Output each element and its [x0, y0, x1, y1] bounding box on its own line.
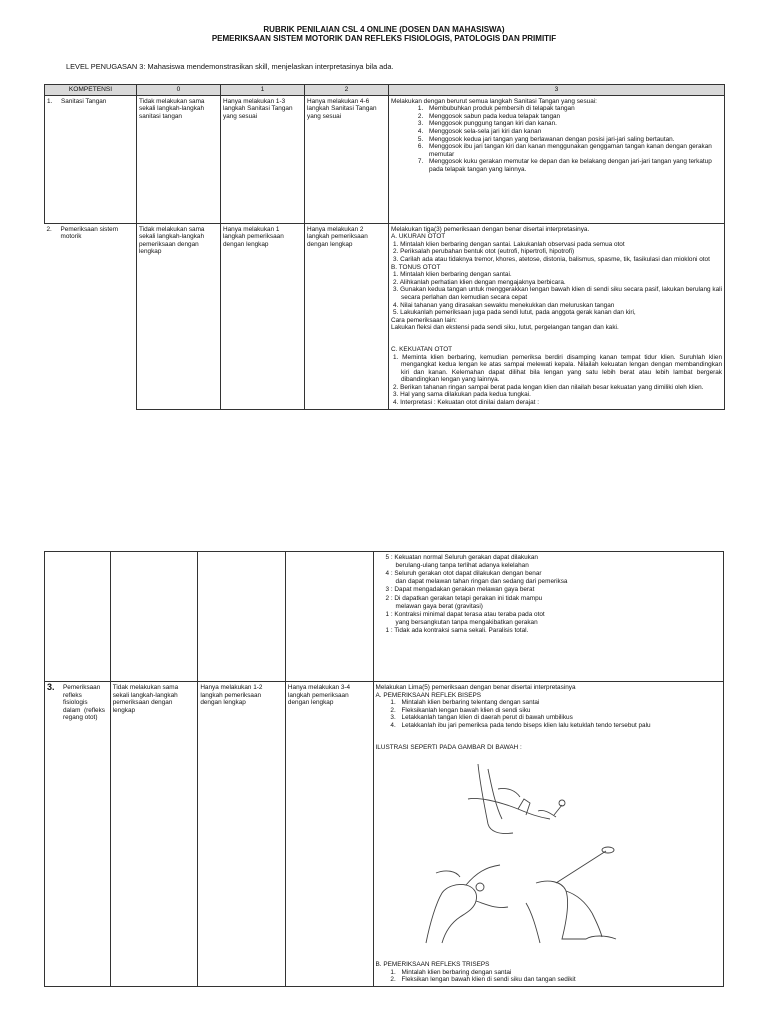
section-a-title: A. UKURAN OTOT — [391, 233, 446, 241]
refleks-intro: Melakukan Lima(5) pemeriksaan dengan benar disertai interpretasinya — [375, 684, 576, 691]
score-3-cell — [389, 223, 725, 409]
section-c-list — [391, 354, 722, 407]
score-0-cell: Tidak melakukan sama sekali langkah-langkah pemeriksaan dengan lengkap — [137, 223, 221, 409]
row-number: 3. — [47, 682, 55, 692]
header-score-2: 2 — [305, 85, 389, 96]
ilustrasi-caption: ILUSTRASI SEPERTI PADA GAMBAR DI BAWAH : — [375, 743, 522, 751]
cara-text: Lakukan fleksi dan ekstensi pada sendi siku, lutut, pergelangan tangan dan kaki. — [391, 324, 619, 332]
score-2-cell — [285, 552, 373, 682]
score-3-cell — [389, 95, 725, 223]
list-item: 1. Mintalah klien berbaring dengan santai. Lakukanlah observasi pada semua otot — [393, 240, 625, 248]
table-row — [45, 223, 725, 409]
kompetensi-label: Pemeriksaan sistem motorik — [60, 225, 119, 241]
list-item: 1. Mintalah klien berbaring dengan santai — [398, 969, 721, 977]
list-item: 7. Menggosok kuku gerakan memutar ke depan dan ke belakang dengan jari-jari tangan yang terkatup pada telapak tangan yang lainnya. — [425, 158, 722, 173]
list-item: 1. Membubuhkan produk pembersih di telapak tangan — [425, 105, 722, 113]
list-item: 2. Fleksikanlah lengan bawah klien di sendi siku — [398, 707, 721, 715]
kompetensi-label: Sanitasi Tangan — [61, 97, 107, 105]
list-item: 1. Meminta klien berbaring, kemudian pemeriksa berdiri disamping kanan tempat tidur klien. Suruhlah klien mengangkat kedua lengan ke atas sampai melewati kepala. Nilailah kekuatan lengan dengan membandingkan kiri dan kanan. Kelemahan dapat dilihat bila lengan yang satu lebih berat atau lebih lambat bergerak dibandingkan lengan yang lainnya. — [393, 353, 722, 384]
list-item — [386, 586, 721, 594]
header-score-0: 0 — [137, 85, 221, 96]
score-3-cell — [373, 552, 723, 682]
list-item: 2. Fleksikan lengan bawah klien di sendi siku dan tangan sedikit — [398, 976, 721, 984]
score-2-cell: Hanya melakukan 2 langkah pemeriksaan dengan lengkap — [305, 223, 389, 409]
list-item: 4. Menggosok sela-sela jari kiri dan kanan — [425, 128, 722, 136]
list-item — [386, 595, 721, 610]
score-head: 5 : Kekuatan normal Seluruh gerakan dapat dilakukan — [385, 554, 538, 561]
list-item: 5. Menggosok kedua jari tangan yang berlawanan dengan posisi jari-jari saling bertautan. — [425, 136, 722, 144]
row-number: 2. — [46, 225, 52, 233]
score-0-cell — [110, 552, 198, 682]
kompetensi-cell — [45, 552, 111, 682]
score-1-cell: Hanya melakukan 1-3 langkah Sanitasi Tangan yang sesuai — [221, 95, 305, 223]
header-kompetensi: KOMPETENSI — [45, 85, 137, 96]
score-desc: berulang-ulang tanpa terlihat adanya kelelahan — [395, 561, 529, 569]
kompetensi-cell — [45, 95, 137, 223]
header-row — [45, 85, 725, 96]
score-1-cell: Hanya melakukan 1-2 langkah pemeriksaan dengan lengkap — [198, 682, 286, 987]
document-title-line1: RUBRIK PENILAIAN CSL 4 ONLINE (DOSEN DAN MAHASISWA) — [263, 25, 505, 34]
list-item: 5. Lakukanlah pemeriksaan juga pada sendi lutut, pada anggota gerak kanan dan kiri, — [393, 309, 636, 317]
list-item: 4. Letakkanlah ibu jari pemeriksa pada tendo biseps klien lalu ketuklah tendo tersebut palu — [398, 722, 721, 730]
score-head: 2 : Di dapatkan gerakan tetapi gerakan ini tidak mampu — [385, 594, 543, 602]
list-item: 2. Berikan tahanan ringan sampai berat pada lengan klien dan nilailah besar kekuatan yang dimiliki oleh klien. — [393, 383, 704, 391]
list-item: 3. Carilah ada atau tidaknya tremor, khores, atetose, distonia, balismus, spasme, tik, fasikulasi dan miokloni otot — [393, 255, 710, 263]
rubric-table-page2 — [44, 551, 724, 987]
score-1-cell: Hanya melakukan 1 langkah pemeriksaan dengan lengkap — [221, 223, 305, 409]
list-item: 2. Menggosok sabun pada kedua telapak tangan — [425, 113, 722, 121]
rubric-table-page1 — [44, 84, 725, 410]
score-3-cell — [373, 682, 723, 987]
section-a-title: A. PEMERIKSAAN REFLEK BISEPS — [375, 691, 482, 699]
score-head: 3 : Dapat mengadakan gerakan melawan gaya berat — [385, 586, 535, 594]
list-item: 3. Gunakan kedua tangan untuk menggerakkan lengan bawah klien di sendi siku secara pasif, lakukan berulang kali secara perlahan dan kemudian secara cepat — [393, 286, 722, 301]
score-desc: yang bersangkutan tanpa mengakibatkan gerakan — [395, 618, 538, 626]
biceps-steps — [376, 699, 721, 729]
section-b-title: B. TONUS OTOT — [391, 263, 441, 271]
score-0-cell: Tidak melakukan sama sekali langkah-langkah sanitasi tangan — [137, 95, 221, 223]
handwash-steps — [391, 105, 722, 173]
score-desc: dan dapat melawan tahan ringan dan sedang dari pemeriksa — [395, 577, 568, 585]
list-item — [386, 570, 721, 585]
document-title-line2: PEMERIKSAAN SISTEM MOTORIK DAN REFLEKS FISIOLOGIS, PATOLOGIS DAN PRIMITIF — [211, 34, 557, 43]
score-2-cell: Hanya melakukan 4-6 langkah Sanitasi Tangan yang sesuai — [305, 95, 389, 223]
kompetensi-cell — [45, 682, 111, 987]
section-b-title: B. PEMERIKSAAN REFLEKS TRISEPS — [375, 961, 490, 969]
list-item: 3. Menggosok punggung tangan kiri dan kanan. — [425, 120, 722, 128]
score-desc: melawan gaya berat (gravitasi) — [395, 602, 483, 610]
score-1-cell — [198, 552, 286, 682]
list-item — [386, 627, 721, 635]
score-head: 1 : Tidak ada kontraksi sama sekali. Paralisis total. — [385, 627, 529, 635]
kompetensi-cell — [45, 224, 137, 243]
table-row — [45, 552, 724, 682]
header-score-3: 3 — [389, 85, 725, 96]
score-3-intro: Melakukan dengan berurut semua langkah Sanitasi Tangan yang sesuai: — [391, 97, 597, 105]
arm-exam-illustration — [416, 843, 656, 953]
section-b-list — [391, 271, 722, 317]
list-item: 3. Letakkanlah tangan klien di daerah perut di bawah umbilikus — [398, 714, 721, 722]
section-c-title: C. KEKUATAN OTOT — [391, 345, 453, 353]
score-head: 4 : Seluruh gerakan otot dapat dilakukan dengan benar — [385, 570, 542, 578]
list-item — [386, 554, 721, 569]
list-item: 4. Nilai tahanan yang dirasakan sewaktu menekukkan dan meluruskan tangan — [393, 301, 615, 309]
list-item: 4. Interpretasi : Kekuatan otot dinilai dalam derajat : — [393, 399, 540, 407]
list-item: 6. Menggosok ibu jari tangan kiri dan kanan menggunakan genggaman tangan kanan dengan gerakan memutar — [425, 143, 722, 158]
table-row — [45, 682, 724, 987]
level-penugasan: LEVEL PENUGASAN 3: Mahasiswa mendemonstrasikan skill, menjelaskan interpretasinya bila ada. — [66, 62, 394, 71]
row-number: 1. — [47, 97, 53, 105]
triceps-steps — [376, 969, 721, 984]
list-item: 2. Periksalah perubahan bentuk otot (eutrofi, hipertrofi, hipotrofi) — [393, 248, 575, 256]
list-item: 1. Mintalah klien berbaring telentang dengan santai — [398, 699, 721, 707]
header-score-1: 1 — [221, 85, 305, 96]
motorik-intro: Melakukan tiga(3) pemeriksaan dengan benar disertai interpretasinya. — [391, 225, 590, 233]
table-row — [45, 95, 725, 223]
kompetensi-label: Pemeriksaan refleks fisiologis dalam (refleks regang otot) — [63, 684, 105, 722]
score-2-cell: Hanya melakukan 3-4 langkah pemeriksaan dengan lengkap — [285, 682, 373, 987]
section-a-list — [391, 241, 722, 264]
list-item: 1. Mintalah klien berbaring dengan santai. — [393, 271, 512, 279]
list-item — [386, 611, 721, 626]
list-item: 3. Hal yang sama dilakukan pada kedua tungkai. — [393, 391, 531, 399]
reflex-hammer-illustration — [458, 759, 578, 839]
list-item: 2. Alihkanlah perhatian klien dengan mengajaknya berbicara. — [393, 278, 566, 286]
cara-title: Cara pemeriksaan lain: — [391, 316, 457, 324]
score-0-cell: Tidak melakukan sama sekali langkah-langkah pemeriksaan dengan lengkap — [110, 682, 198, 987]
strength-scale — [376, 554, 721, 635]
score-head: 1 : Kontraksi minimal dapat terasa atau teraba pada otot — [385, 611, 545, 619]
